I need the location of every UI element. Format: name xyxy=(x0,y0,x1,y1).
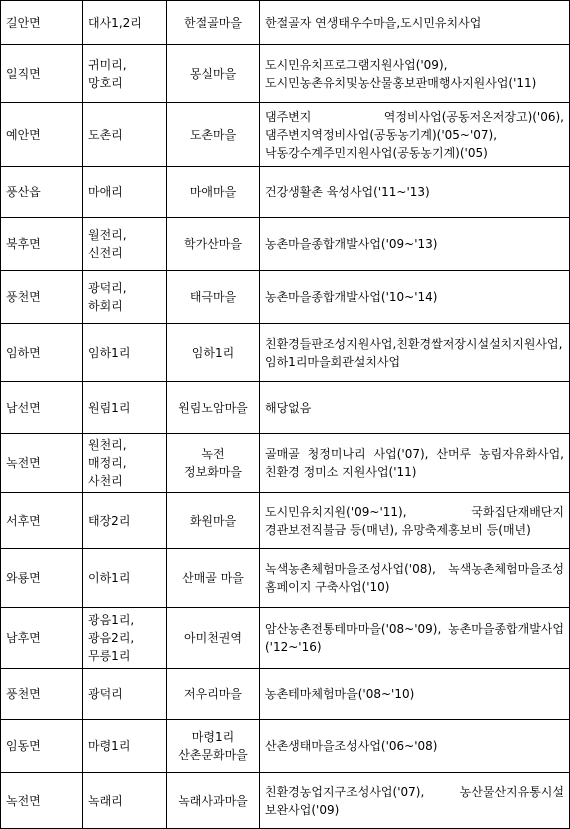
table-row xyxy=(1,434,570,493)
project-cell: 해당없음 xyxy=(260,382,570,434)
village-name-cell: 아미천권역 xyxy=(167,608,260,669)
township-cell: 남선면 xyxy=(1,382,83,434)
ri-cell: 광덕리, 하회리 xyxy=(83,271,167,324)
township-cell: 임동면 xyxy=(1,720,83,773)
project-cell: 농촌마을종합개발사업('10~'14) xyxy=(260,271,570,324)
table-row xyxy=(1,773,570,829)
table-row xyxy=(1,103,570,167)
township-cell: 서후면 xyxy=(1,493,83,549)
ri-cell: 태장2리 xyxy=(83,493,167,549)
village-name-cell: 저우리마을 xyxy=(167,669,260,720)
village-name-cell: 화원마을 xyxy=(167,493,260,549)
township-cell: 북후면 xyxy=(1,218,83,271)
table-row xyxy=(1,608,570,669)
ri-cell: 원천리, 매정리, 사천리 xyxy=(83,434,167,493)
project-cell: 친환경들판조성지원사업,친환경쌀저장시설설치지원사업,임하1리마을회관설치사업 xyxy=(260,324,570,382)
ri-cell: 마애리 xyxy=(83,167,167,218)
table-row xyxy=(1,382,570,434)
table-row xyxy=(1,324,570,382)
table-row xyxy=(1,549,570,608)
table-row xyxy=(1,1,570,45)
township-cell: 풍천면 xyxy=(1,669,83,720)
table-row xyxy=(1,720,570,773)
project-cell: 녹색농촌체험마을조성사업('08), 녹색농촌체험마을조성 홈페이지 구축사업('10) xyxy=(260,549,570,608)
township-cell: 녹전면 xyxy=(1,773,83,829)
township-cell: 녹전면 xyxy=(1,434,83,493)
ri-cell: 임하1리 xyxy=(83,324,167,382)
township-cell: 길안면 xyxy=(1,1,83,45)
project-cell: 건강생활촌 육성사업('11~'13) xyxy=(260,167,570,218)
village-name-cell: 태극마을 xyxy=(167,271,260,324)
project-cell: 댐주변지 역정비사업(공동저온저장고)('06), 댐주변지역정비사업(공동농기계)('05~'07), 낙동강수계주민지원사업(공동농기계)('05) xyxy=(260,103,570,167)
project-cell: 친환경농업지구조성사업('07), 농산물산지유통시설 보완사업('09) xyxy=(260,773,570,829)
township-cell: 예안면 xyxy=(1,103,83,167)
table-row xyxy=(1,271,570,324)
project-cell: 도시민유치지원('09~'11), 국화집단재배단지 경관보전직불금 등(매년), 유망축제홍보비 등(매년) xyxy=(260,493,570,549)
ri-cell: 귀미리, 망호리 xyxy=(83,45,167,103)
ri-cell: 광덕리 xyxy=(83,669,167,720)
project-cell: 골매골 청정미나리 사업('07), 산머루 농림자유화사업, 친환경 정미소 지원사업('11) xyxy=(260,434,570,493)
project-cell: 도시민유치프로그램지원사업('09), 도시민농촌유치및농산물홍보판매행사지원사업('11) xyxy=(260,45,570,103)
village-name-cell: 한절골마을 xyxy=(167,1,260,45)
ri-cell: 녹래리 xyxy=(83,773,167,829)
ri-cell: 마령1리 xyxy=(83,720,167,773)
project-cell: 농촌마을종합개발사업('09~'13) xyxy=(260,218,570,271)
project-cell: 한절골자 연생태우수마을,도시민유치사업 xyxy=(260,1,570,45)
village-name-cell: 몽실마을 xyxy=(167,45,260,103)
village-name-cell: 마령1리 산촌문화마을 xyxy=(167,720,260,773)
table-row xyxy=(1,669,570,720)
village-name-cell: 원림노암마을 xyxy=(167,382,260,434)
township-cell: 임하면 xyxy=(1,324,83,382)
ri-cell: 이하1리 xyxy=(83,549,167,608)
village-name-cell: 도촌마을 xyxy=(167,103,260,167)
township-cell: 와룡면 xyxy=(1,549,83,608)
village-name-cell: 학가산마을 xyxy=(167,218,260,271)
village-name-cell: 녹전 정보화마을 xyxy=(167,434,260,493)
township-cell: 풍천면 xyxy=(1,271,83,324)
village-name-cell: 임하1리 xyxy=(167,324,260,382)
ri-cell: 대사1,2리 xyxy=(83,1,167,45)
table-row xyxy=(1,493,570,549)
table-row xyxy=(1,167,570,218)
table-row xyxy=(1,45,570,103)
ri-cell: 도촌리 xyxy=(83,103,167,167)
ri-cell: 월전리, 신전리 xyxy=(83,218,167,271)
village-name-cell: 마애마을 xyxy=(167,167,260,218)
township-cell: 일직면 xyxy=(1,45,83,103)
township-cell: 풍산읍 xyxy=(1,167,83,218)
project-cell: 농촌테마체험마을('08~'10) xyxy=(260,669,570,720)
project-cell: 산촌생태마을조성사업('06~'08) xyxy=(260,720,570,773)
ri-cell: 원림1리 xyxy=(83,382,167,434)
township-cell: 남후면 xyxy=(1,608,83,669)
village-name-cell: 녹래사과마을 xyxy=(167,773,260,829)
village-name-cell: 산매골 마을 xyxy=(167,549,260,608)
table-row xyxy=(1,218,570,271)
ri-cell: 광음1리, 광음2리, 무릉1리 xyxy=(83,608,167,669)
project-cell: 암산농촌전통테마마을('08~'09), 농촌마을종합개발사업('12~'16) xyxy=(260,608,570,669)
